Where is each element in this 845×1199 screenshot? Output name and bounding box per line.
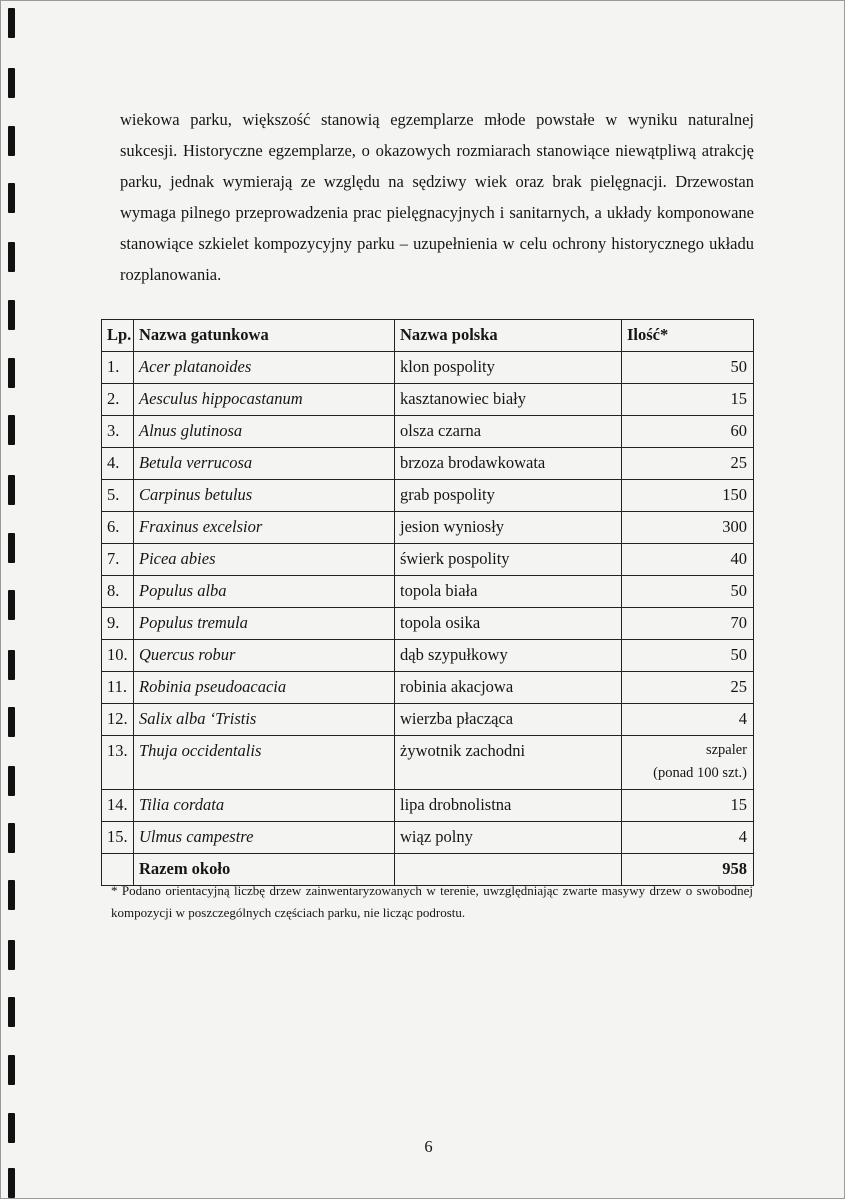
row-polish-name: jesion wyniosły <box>395 512 622 544</box>
row-quantity: 150 <box>622 480 754 512</box>
binding-hole-mark <box>8 183 15 213</box>
table-row <box>102 736 754 790</box>
row-lp: 10. <box>102 640 134 672</box>
row-quantity: 50 <box>622 640 754 672</box>
row-species-name: Picea abies <box>134 544 395 576</box>
binding-hole-mark <box>8 8 15 38</box>
row-lp: 9. <box>102 608 134 640</box>
row-quantity: 40 <box>622 544 754 576</box>
binding-hole-mark <box>8 650 15 680</box>
table-row <box>102 672 754 704</box>
row-species-name: Acer platanoides <box>134 352 395 384</box>
row-quantity-note: (ponad 100 szt.) <box>653 765 747 781</box>
binding-marks <box>0 0 20 1199</box>
row-lp: 6. <box>102 512 134 544</box>
table-row <box>102 512 754 544</box>
row-quantity: 15 <box>622 384 754 416</box>
binding-hole-mark <box>8 997 15 1027</box>
row-species-name: Thuja occidentalis <box>134 736 395 790</box>
row-lp: 8. <box>102 576 134 608</box>
table-row <box>102 480 754 512</box>
row-polish-name: klon pospolity <box>395 352 622 384</box>
binding-hole-mark <box>8 590 15 620</box>
header-lp: Lp. <box>102 320 134 352</box>
header-species-name: Nazwa gatunkowa <box>134 320 395 352</box>
row-lp: 2. <box>102 384 134 416</box>
binding-hole-mark <box>8 880 15 910</box>
row-lp: 4. <box>102 448 134 480</box>
row-lp: 14. <box>102 790 134 822</box>
row-lp: 7. <box>102 544 134 576</box>
row-species-name: Betula verrucosa <box>134 448 395 480</box>
binding-hole-mark <box>8 68 15 98</box>
total-quantity: 958 <box>622 854 754 886</box>
total-label: Razem około <box>134 854 395 886</box>
row-species-name: Alnus glutinosa <box>134 416 395 448</box>
table-row <box>102 448 754 480</box>
row-quantity: 50 <box>622 352 754 384</box>
row-quantity: 25 <box>622 448 754 480</box>
table-row <box>102 576 754 608</box>
footnote: * Podano orientacyjną liczbę drzew zainwentaryzowanych w terenie, uwzględniając zwarte masywy drzew o swobodnej kompozycji w poszczególnych częściach parku, nie licząc podrostu. <box>111 883 753 920</box>
table-row <box>102 544 754 576</box>
row-species-name: Populus alba <box>134 576 395 608</box>
row-species-name: Fraxinus excelsior <box>134 512 395 544</box>
binding-hole-mark <box>8 475 15 505</box>
binding-hole-mark <box>8 823 15 853</box>
table-row <box>102 790 754 822</box>
row-lp: 15. <box>102 822 134 854</box>
binding-hole-mark <box>8 707 15 737</box>
binding-hole-mark <box>8 242 15 272</box>
page-number: 6 <box>424 1137 433 1156</box>
body-paragraph: wiekowa parku, większość stanowią egzemplarze młode powstałe w wyniku naturalnej sukcesji. Historyczne egzemplarze, o okazowych rozmiarach stanowiące niewątpliwą atrakcję parku, jednak wymierają ze względu na sędziwy wiek oraz brak pielęgnacji. Drzewostan wymaga pilnego przeprowadzenia prac pielęgnacyjnych i sanitarnych, a układy komponowane stanowiące szkielet kompozycyjny parku – uzupełnienia w celu ochrony historycznego układu rozplanowania. <box>120 110 754 284</box>
row-polish-name: wiąz polny <box>395 822 622 854</box>
table-row <box>102 384 754 416</box>
row-quantity: 4 <box>622 704 754 736</box>
row-polish-name: żywotnik zachodni <box>395 736 622 790</box>
row-lp: 11. <box>102 672 134 704</box>
table-row <box>102 416 754 448</box>
table-row <box>102 822 754 854</box>
row-polish-name: kasztanowiec biały <box>395 384 622 416</box>
row-species-name: Robinia pseudoacacia <box>134 672 395 704</box>
row-quantity: 25 <box>622 672 754 704</box>
row-quantity <box>622 736 754 790</box>
row-quantity: 15 <box>622 790 754 822</box>
binding-hole-mark <box>8 1055 15 1085</box>
row-quantity-value: szpaler <box>705 742 747 758</box>
row-polish-name: dąb szypułkowy <box>395 640 622 672</box>
header-quantity: Ilość* <box>622 320 754 352</box>
row-lp: 13. <box>102 736 134 790</box>
table-row <box>102 640 754 672</box>
row-polish-name: świerk pospolity <box>395 544 622 576</box>
binding-hole-mark <box>8 358 15 388</box>
binding-hole-mark <box>8 1168 15 1198</box>
row-polish-name: wierzba płacząca <box>395 704 622 736</box>
binding-hole-mark <box>8 415 15 445</box>
row-polish-name: topola biała <box>395 576 622 608</box>
row-lp: 5. <box>102 480 134 512</box>
header-polish-name: Nazwa polska <box>395 320 622 352</box>
species-table <box>101 319 754 886</box>
row-quantity: 300 <box>622 512 754 544</box>
row-quantity: 60 <box>622 416 754 448</box>
binding-hole-mark <box>8 766 15 796</box>
binding-hole-mark <box>8 300 15 330</box>
binding-hole-mark <box>8 126 15 156</box>
table-row <box>102 352 754 384</box>
row-polish-name: robinia akacjowa <box>395 672 622 704</box>
row-lp: 3. <box>102 416 134 448</box>
row-lp: 1. <box>102 352 134 384</box>
row-polish-name: lipa drobnolistna <box>395 790 622 822</box>
binding-hole-mark <box>8 533 15 563</box>
binding-hole-mark <box>8 940 15 970</box>
row-polish-name: olsza czarna <box>395 416 622 448</box>
row-species-name: Aesculus hippocastanum <box>134 384 395 416</box>
row-polish-name: brzoza brodawkowata <box>395 448 622 480</box>
row-lp: 12. <box>102 704 134 736</box>
row-quantity: 70 <box>622 608 754 640</box>
row-polish-name: grab pospolity <box>395 480 622 512</box>
row-quantity: 4 <box>622 822 754 854</box>
row-species-name: Carpinus betulus <box>134 480 395 512</box>
row-species-name: Ulmus campestre <box>134 822 395 854</box>
row-species-name: Quercus robur <box>134 640 395 672</box>
table-row <box>102 704 754 736</box>
row-species-name: Salix alba ‘Tristis <box>134 704 395 736</box>
table-row <box>102 608 754 640</box>
row-polish-name: topola osika <box>395 608 622 640</box>
row-species-name: Populus tremula <box>134 608 395 640</box>
row-quantity: 50 <box>622 576 754 608</box>
row-species-name: Tilia cordata <box>134 790 395 822</box>
table-header-row <box>102 320 754 352</box>
